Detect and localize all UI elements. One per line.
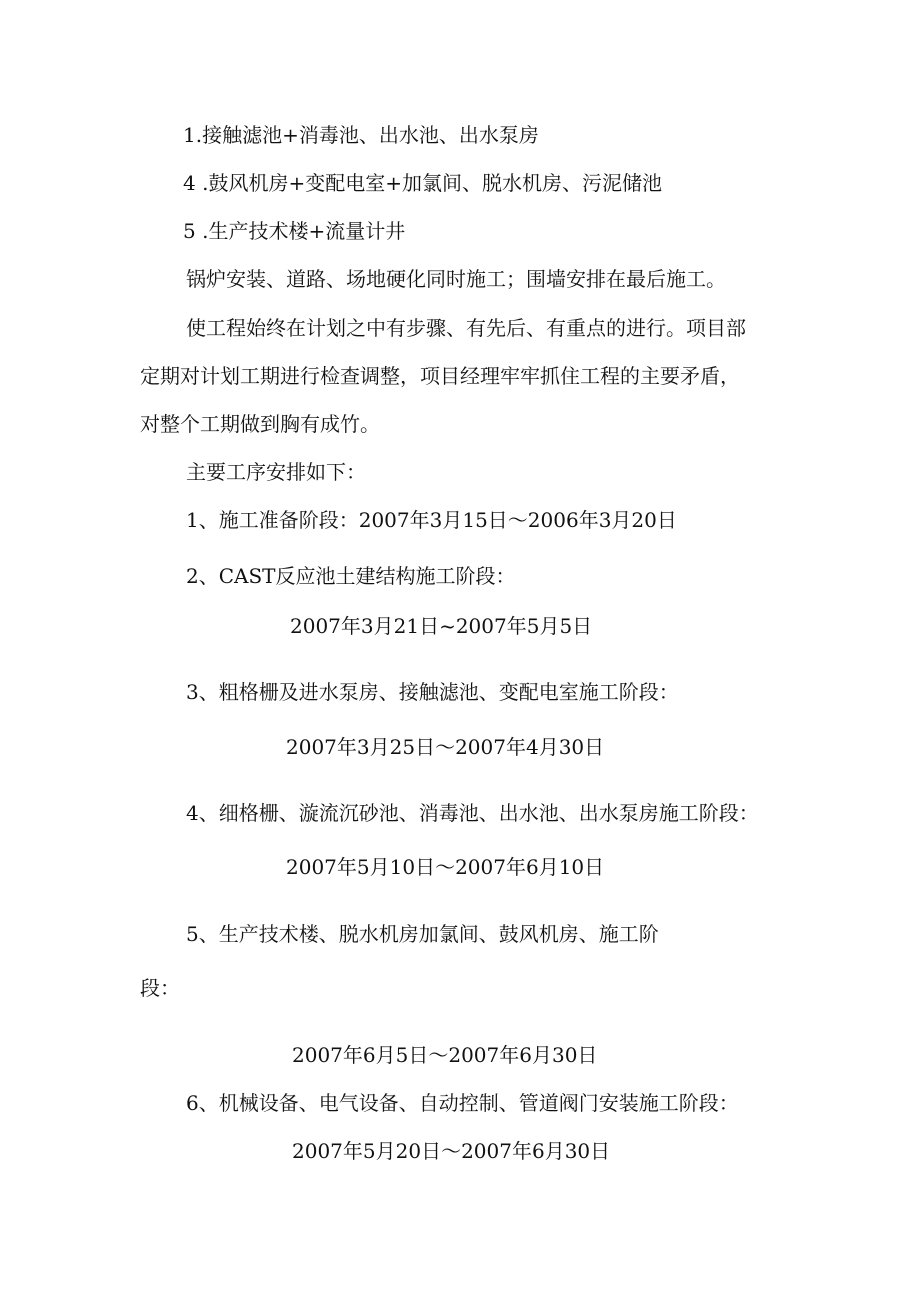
text-line-1: 1.接触滤池+消毒池、出水池、出水泵房	[183, 123, 539, 147]
schedule-item-4-dates: 2007年5月10日～2007年6月10日	[286, 855, 605, 879]
text-line-4: 锅炉安装、道路、场地硬化同时施工；围墙安排在最后施工。	[186, 267, 726, 291]
text-line-7: 对整个工期做到胸有成竹。	[140, 412, 380, 436]
schedule-item-3: 3、粗格栅及进水泵房、接触滤池、变配电室施工阶段：	[186, 680, 679, 704]
text-line-8: 主要工序安排如下：	[186, 460, 366, 484]
schedule-item-2-dates: 2007年3月21日~2007年5月5日	[290, 614, 593, 638]
schedule-item-1: 1、施工准备阶段：2007年3月15日～2006年3月20日	[186, 508, 677, 532]
schedule-item-5: 5、生产技术楼、脱水机房加氯间、鼓风机房、施工阶	[186, 922, 659, 946]
text-line-2: 4 .鼓风机房+变配电室+加氯间、脱水机房、污泥储池	[183, 171, 662, 195]
schedule-item-4: 4、细格栅、漩流沉砂池、消毒池、出水池、出水泵房施工阶段：	[186, 801, 759, 825]
text-line-5: 使工程始终在计划之中有步骤、有先后、有重点的进行。项目部	[186, 316, 746, 340]
schedule-item-3-dates: 2007年3月25日～2007年4月30日	[286, 735, 605, 759]
text-line-3: 5 .生产技术楼+流量计井	[183, 219, 406, 243]
schedule-item-2: 2、CAST反应池土建结构施工阶段：	[186, 564, 516, 588]
schedule-item-6-dates: 2007年5月20日～2007年6月30日	[292, 1139, 611, 1163]
text-line-6: 定期对计划工期进行检查调整，项目经理牢牢抓住工程的主要矛盾，	[140, 364, 740, 388]
schedule-item-5-dates: 2007年6月5日～2007年6月30日	[292, 1043, 598, 1067]
schedule-item-6: 6、机械设备、电气设备、自动控制、管道阀门安装施工阶段：	[186, 1091, 739, 1115]
schedule-item-5-continued: 段：	[140, 976, 180, 1000]
